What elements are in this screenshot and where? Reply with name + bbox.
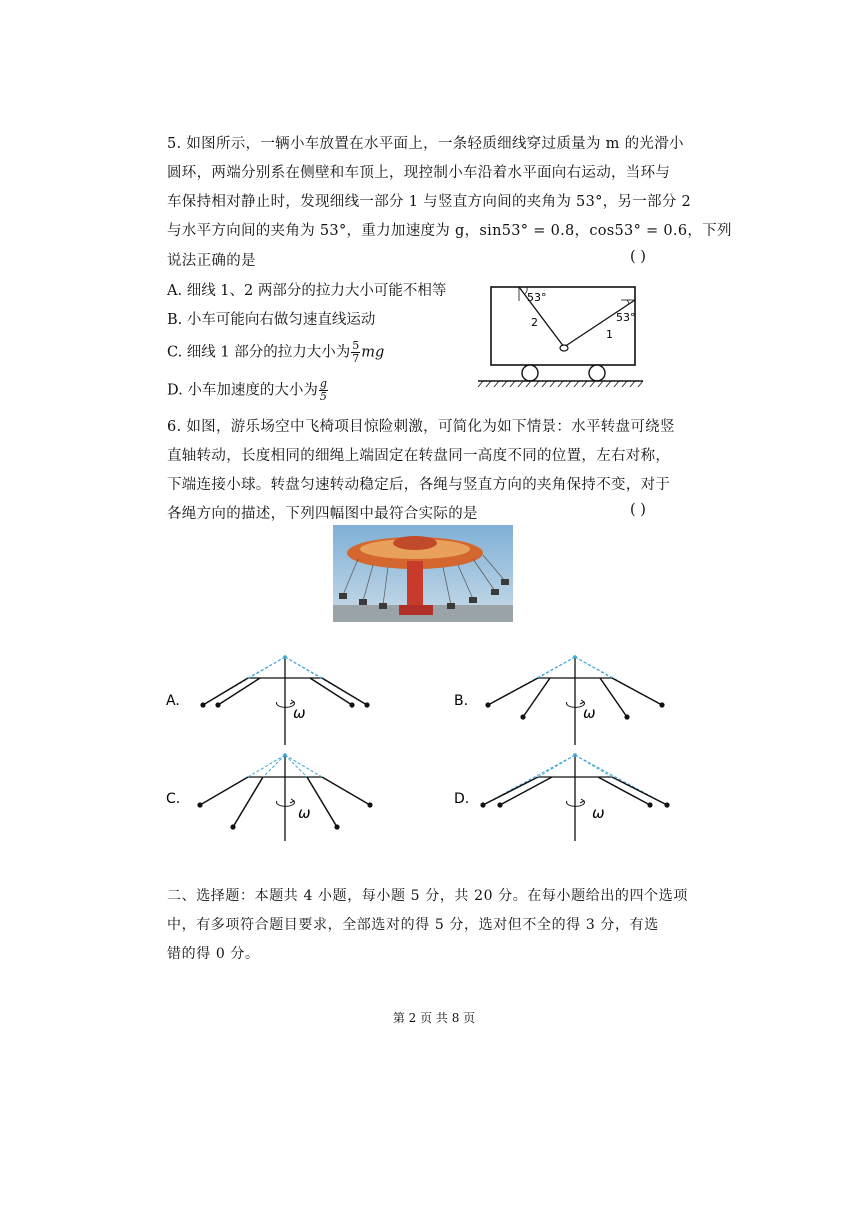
q5-line-5: 说法正确的是 bbox=[167, 253, 256, 269]
q6-option-d-label: D. bbox=[454, 791, 470, 807]
q6-diagram-a bbox=[200, 655, 369, 745]
ring bbox=[560, 345, 568, 351]
q6-line-2: 直轴转动，长度相同的细绳上端固定在转盘同一高度不同的位置，左右对称， bbox=[167, 448, 671, 464]
q5-option-d-prefix: D. 小车加速度的大小为 bbox=[167, 382, 318, 399]
q6-omega-c: ω bbox=[298, 804, 311, 822]
q6-option-c-label: C. bbox=[166, 791, 181, 807]
angle-label-top: 53° bbox=[527, 291, 547, 304]
angle-arc-side bbox=[627, 300, 629, 304]
wheel-right bbox=[589, 365, 605, 381]
q6-answer-paren: ( ) bbox=[630, 502, 646, 518]
q5-option-c-den: 7 bbox=[352, 352, 360, 365]
q6-omega-d: ω bbox=[592, 804, 605, 822]
q6-omega-a: ω bbox=[293, 704, 306, 722]
q5-option-c-fraction bbox=[351, 340, 360, 365]
cart-body bbox=[491, 287, 635, 365]
q6-option-b-label: B. bbox=[454, 693, 469, 709]
section2-line-2: 中，有多项符合题目要求，全部选对的得 5 分，选对但不全的得 3 分，有选 bbox=[167, 917, 659, 933]
q6-line-3: 下端连接小球。转盘匀速转动稳定后，各绳与竖直方向的夹角保持不变，对于 bbox=[167, 477, 671, 493]
section2-line-1: 二、选择题：本题共 4 小题，每小题 5 分，共 20 分。在每小题给出的四个选项 bbox=[167, 888, 688, 904]
q5-option-c-suffix: mg bbox=[361, 344, 385, 361]
q5-option-c-num: 5 bbox=[352, 339, 360, 352]
swing-ride-photo bbox=[333, 525, 513, 622]
q5-option-c bbox=[167, 340, 384, 365]
q5-cart-figure bbox=[475, 283, 650, 390]
q6-options-figure bbox=[160, 645, 720, 845]
q5-line-4: 与水平方向间的夹角为 53°，重力加速度为 g，sin53° = 0.8，cos53° = 0.6，下列 bbox=[167, 223, 732, 239]
q5-option-c-prefix: C. 细线 1 部分的拉力大小为 bbox=[167, 344, 351, 361]
q5-option-b: B. 小车可能向右做匀速直线运动 bbox=[167, 312, 376, 328]
q5-answer-paren: ( ) bbox=[630, 249, 646, 265]
q5-option-a: A. 细线 1、2 两部分的拉力大小可能不相等 bbox=[167, 283, 447, 299]
q6-line-1: 6. 如图，游乐场空中飞椅项目惊险刺激，可简化为如下情景：水平转盘可绕竖 bbox=[167, 419, 675, 435]
q6-omega-b: ω bbox=[583, 704, 596, 722]
string-label-2: 2 bbox=[531, 316, 538, 329]
q6-diagram-d bbox=[480, 753, 669, 841]
q5-option-d bbox=[167, 378, 329, 403]
angle-label-side: 53° bbox=[616, 311, 636, 324]
q6-diagram-b bbox=[485, 655, 664, 745]
q5-option-d-den: 5 bbox=[319, 390, 327, 403]
ground-hatch bbox=[478, 381, 643, 387]
string-label-1: 1 bbox=[606, 328, 613, 341]
q5-line-2: 圆环，两端分别系在侧壁和车顶上，现控制小车沿着水平面向右运动，当环与 bbox=[167, 165, 671, 181]
q6-diagram-c bbox=[197, 753, 372, 841]
q5-option-d-fraction bbox=[319, 378, 328, 403]
swing-ride-image bbox=[333, 525, 513, 622]
q5-option-d-num: g bbox=[319, 377, 327, 390]
q5-line-3: 车保持相对静止时，发现细线一部分 1 与竖直方向间的夹角为 53°，另一部分 2 bbox=[167, 194, 692, 210]
q6-option-a-label: A. bbox=[166, 693, 180, 709]
q6-line-4: 各绳方向的描述，下列四幅图中最符合实际的是 bbox=[167, 506, 478, 522]
wheel-left bbox=[522, 365, 538, 381]
page-footer: 第 2 页 共 8 页 bbox=[392, 1011, 476, 1025]
section2-line-3: 错的得 0 分。 bbox=[167, 946, 260, 962]
q5-line-1: 5. 如图所示，一辆小车放置在水平面上，一条轻质细线穿过质量为 m 的光滑小 bbox=[167, 136, 684, 152]
